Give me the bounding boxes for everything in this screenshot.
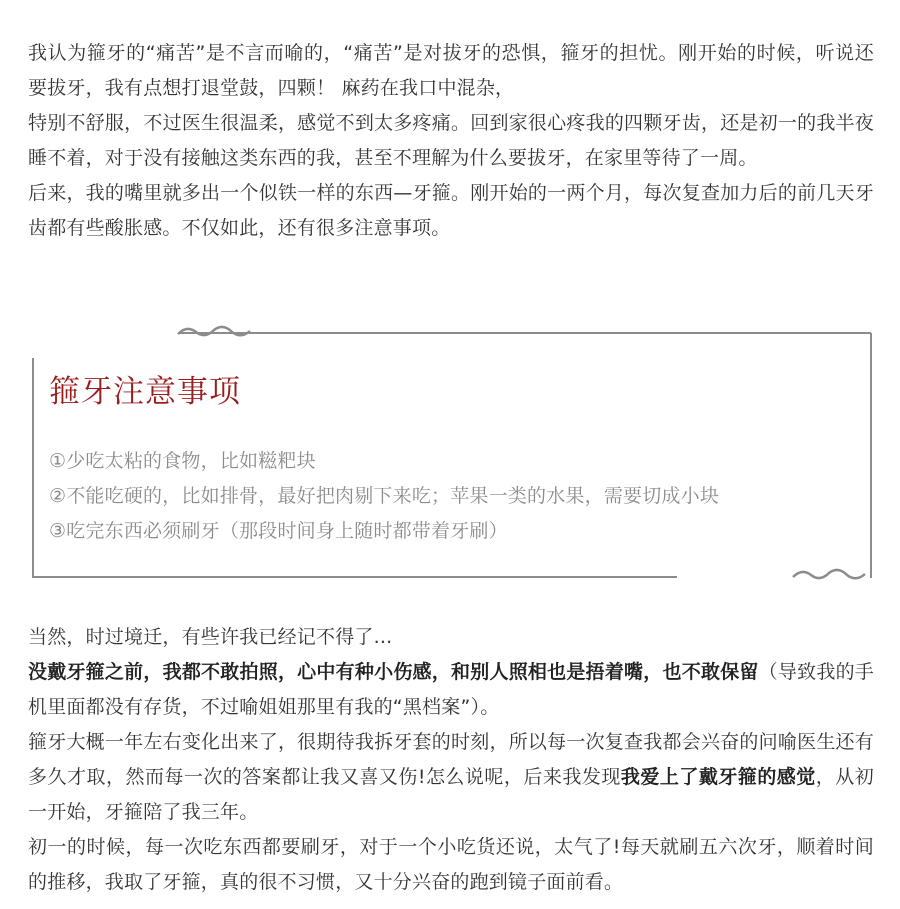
- story-paragraph-2: [28, 655, 874, 725]
- notice-box: [31, 322, 873, 582]
- bottom-wave-ornament: [793, 570, 865, 578]
- story-paragraph-3: [28, 725, 874, 830]
- story-paragraph-3-start: 箍牙大概一年左右变化出来了，很期待我拆牙套的时刻，所以每一次复查我都会兴奋的问喻医生还有多久才取，然而每一次的答案都让我又喜又伤!怎么说呢，后来我发现: [28, 731, 874, 788]
- intro-paragraph-1: 我认为箍牙的“痛苦”是不言而喻的，“痛苦”是对拔牙的恐惧，箍牙的担忧。刚开始的时候，听说还要拔牙，我有点想打退堂鼓，四颗！ 麻药在我口中混杂，: [28, 42, 874, 99]
- story-paragraph-3-bold: 我爱上了戴牙箍的感觉: [620, 766, 816, 788]
- story-section: [28, 620, 874, 900]
- notice-list: [49, 444, 719, 549]
- notice-item-2: ②不能吃硬的，比如排骨，最好把肉剔下来吃；苹果一类的水果，需要切成小块: [49, 485, 720, 507]
- story-paragraph-2-rest: （导致我的手机里面都没有存货，不过喻姐姐那里有我的“黑档案”）。: [28, 661, 874, 718]
- intro-paragraph-3: 后来，我的嘴里就多出一个似铁一样的东西—牙箍。刚开始的一两个月，每次复查加力后的前几天牙齿都有些酸胀感。不仅如此，还有很多注意事项。: [28, 182, 874, 239]
- notice-item-1: ①少吃太粘的食物，比如糍粑块: [49, 450, 316, 472]
- story-paragraph-2-bold: 没戴牙箍之前，我都不敢拍照，心中有种小伤感，和别人照相也是捂着嘴，也不敢保留: [28, 661, 759, 683]
- notice-title: 箍牙注意事项: [49, 374, 241, 410]
- story-paragraph-3-end: ，从初一开始，牙箍陪了我三年。: [28, 766, 874, 823]
- top-wave-ornament: [178, 327, 250, 335]
- story-paragraph-4: 初一的时候，每一次吃东西都要刷牙，对于一个小吃货还说，太气了!每天就刷五六次牙，顺着时间的推移，我取了牙箍，真的很不习惯，又十分兴奋的跑到镜子面前看。: [28, 836, 874, 893]
- notice-item-3: ③吃完东西必须刷牙（那段时间身上随时都带着牙刷）: [49, 520, 508, 542]
- story-paragraph-1: 当然，时过境迁，有些许我已经记不得了...: [28, 626, 393, 648]
- intro-paragraph-2: 特别不舒服，不过医生很温柔，感觉不到太多疼痛。回到家很心疼我的四颗牙齿，还是初一的我半夜睡不着，对于没有接触这类东西的我，甚至不理解为什么要拔牙，在家里等待了一周。: [28, 112, 874, 169]
- intro-section: [28, 36, 874, 246]
